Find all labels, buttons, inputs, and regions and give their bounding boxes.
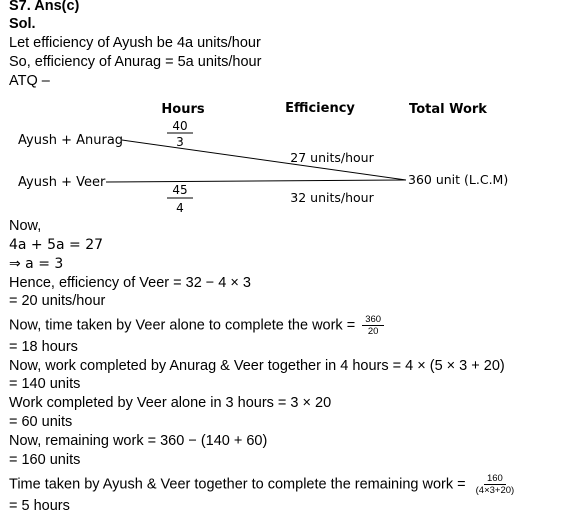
together-work-result: = 140 units <box>9 376 81 392</box>
efficiency-header: Efficiency <box>285 101 355 116</box>
veer-time-fraction <box>362 314 384 337</box>
row2-connector <box>106 180 406 182</box>
row1-hours-denominator: 3 <box>176 135 184 149</box>
final-time-numerator: 160 <box>484 473 506 485</box>
row2-label: Ayush + Veer <box>18 175 106 190</box>
solution-label: Sol. <box>9 16 36 32</box>
veer-alone-work: Work completed by Veer alone in 3 hours = 3 × 20 <box>9 395 332 411</box>
veer-time-denominator: 20 <box>367 326 379 337</box>
row2-efficiency: 32 units/hour <box>290 190 374 205</box>
row2-hours-denominator: 4 <box>176 201 184 215</box>
final-time-fraction <box>473 473 518 496</box>
work-diagram <box>0 96 571 220</box>
veer-efficiency-result: = 20 units/hour <box>9 293 106 309</box>
veer-alone-result: = 60 units <box>9 414 73 430</box>
row2-hours-numerator: 45 <box>172 183 188 197</box>
final-time-text: Time taken by Ayush & Veer together to complete the remaining work = <box>9 476 466 493</box>
question-answer: S7. Ans(c) <box>9 0 80 14</box>
step-now: Now, <box>9 218 42 234</box>
row1-hours-numerator: 40 <box>172 119 188 133</box>
veer-time-line <box>9 314 384 337</box>
total-work-value: 360 unit (L.C.M) <box>408 172 509 187</box>
veer-time-numerator: 360 <box>362 314 384 326</box>
row1-efficiency: 27 units/hour <box>290 150 374 165</box>
hours-header: Hours <box>161 102 205 117</box>
intro-line-2: So, efficiency of Anurag = 5a units/hour <box>9 54 262 70</box>
equation-1: 4a + 5a = 27 <box>9 237 104 253</box>
intro-line-1: Let efficiency of Ayush be 4a units/hour <box>9 35 261 51</box>
veer-efficiency: Hence, efficiency of Veer = 32 − 4 × 3 <box>9 275 251 291</box>
veer-time-text: Now, time taken by Veer alone to complete the work = <box>9 317 356 334</box>
intro-line-3: ATQ – <box>9 73 50 89</box>
equation-2: ⇒ a = 3 <box>9 256 64 272</box>
remaining-work: Now, remaining work = 360 − (140 + 60) <box>9 433 268 449</box>
remaining-work-result: = 160 units <box>9 452 81 468</box>
together-work: Now, work completed by Anurag & Veer together in 4 hours = 4 × (5 × 3 + 20) <box>9 358 505 374</box>
final-time-line <box>9 473 517 496</box>
final-result: = 5 hours <box>9 498 70 514</box>
veer-time-result: = 18 hours <box>9 339 78 355</box>
total-work-header: Total Work <box>409 102 487 117</box>
row1-label: Ayush + Anurag <box>18 133 124 148</box>
final-time-denominator: (4×3+20) <box>475 485 515 496</box>
